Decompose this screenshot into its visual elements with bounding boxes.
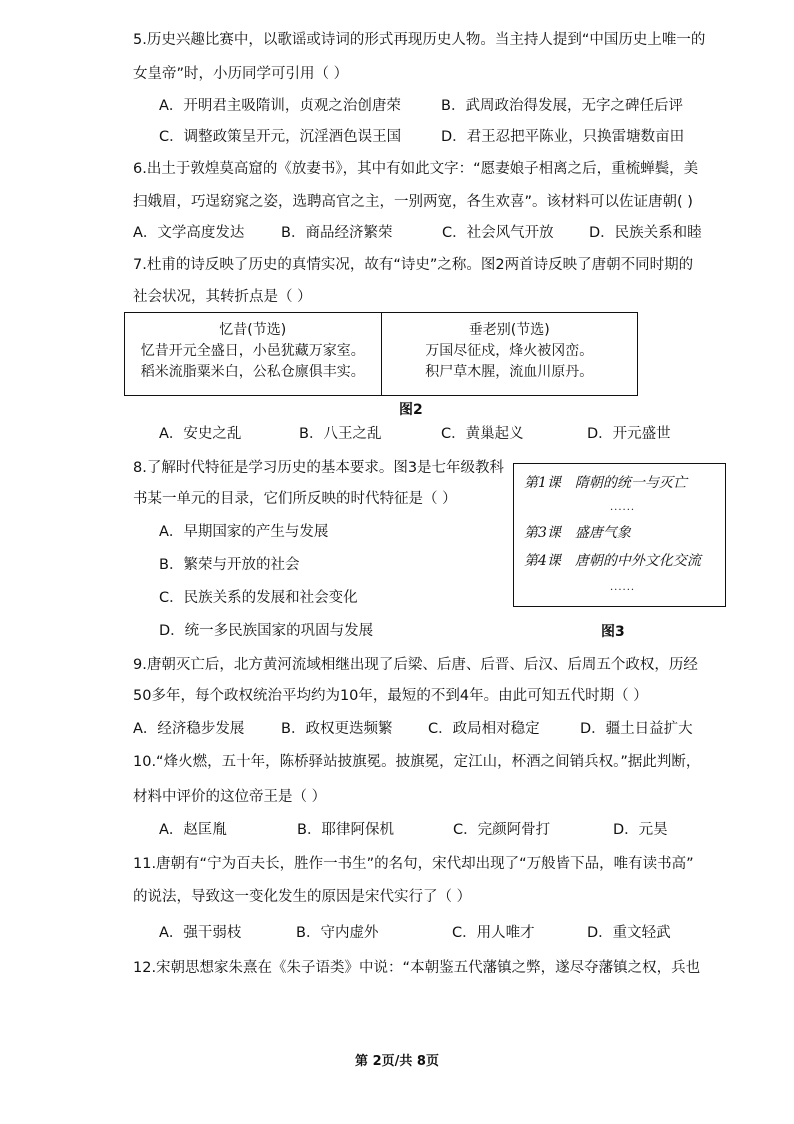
q6-option-d[interactable]: D．民族关系和睦 <box>589 225 702 241</box>
q10-stem-line2: 材料中评价的这位帝王是（ ） <box>133 789 327 805</box>
q10-option-b[interactable]: B．耶律阿保机 <box>297 822 394 838</box>
poem-left-title: 忆昔(节选) <box>219 322 287 338</box>
q5-stem-line2: 女皇帝”时，小历同学可引用（ ） <box>133 66 349 82</box>
q7-stem-line2: 社会状况，其转折点是（ ） <box>133 289 312 305</box>
q5-option-d[interactable]: D．君王忍把平陈业，只换雷塘数亩田 <box>441 129 685 145</box>
q7-option-a[interactable]: A．安史之乱 <box>159 426 242 442</box>
poem-right-line2: 积尸草木腥，流血川原丹。 <box>425 364 594 380</box>
textbook-toc-box <box>513 463 726 607</box>
q10-option-d[interactable]: D．元昊 <box>613 822 668 838</box>
q9-stem-line1: 9.唐朝灭亡后，北方黄河流域相继出现了后梁、后唐、后晋、后汉、后周五个政权，历经 <box>133 657 698 673</box>
q10-stem-line1: 10.“烽火燃，五十年，陈桥驿站披旗冕。披旗冕，定江山，杯酒之间销兵权。”据此判断， <box>133 754 701 770</box>
poem-right-title: 垂老别(节选) <box>468 322 550 338</box>
q6-stem-line1: 6.出土于敦煌莫高窟的《放妻书》，其中有如此文字：“愿妻娘子相离之后，重梳蝉鬓，美 <box>133 161 699 177</box>
q7-stem-line1: 7.杜甫的诗反映了历史的真情实况，故有“诗史”之称。图2两首诗反映了唐朝不同时期的 <box>133 257 694 273</box>
q7-option-c[interactable]: C．黄巢起义 <box>441 426 524 442</box>
q8-stem-line2: 书某一单元的目录，它们所反映的时代特征是（ ） <box>133 491 457 507</box>
poem-right-line1: 万国尽征戍，烽火被冈峦。 <box>425 343 594 359</box>
q7-option-b[interactable]: B．八王之乱 <box>299 426 382 442</box>
q5-option-b[interactable]: B．武周政治得发展，无字之碑任后评 <box>441 98 683 114</box>
toc-ellipsis-1: ...... <box>610 502 636 513</box>
poem-table <box>124 312 638 396</box>
toc-item-2: 第3课 盛唐气象 <box>524 525 631 541</box>
figure2-caption: 图2 <box>399 402 423 418</box>
q10-option-a[interactable]: A．赵匡胤 <box>159 822 227 838</box>
q7-option-d[interactable]: D．开元盛世 <box>587 426 671 442</box>
poem-left <box>125 313 381 395</box>
q9-option-b[interactable]: B．政权更迭频繁 <box>281 721 393 737</box>
q11-option-a[interactable]: A．强干弱枝 <box>159 925 242 941</box>
q11-option-c[interactable]: C．用人唯才 <box>452 925 535 941</box>
q9-stem-line2: 50多年，每个政权统治平均约为10年，最短的不到4年。由此可知五代时期（ ） <box>133 688 648 704</box>
poem-right <box>381 313 638 395</box>
q6-option-c[interactable]: C．社会风气开放 <box>442 225 554 241</box>
q8-option-d[interactable]: D．统一多民族国家的巩固与发展 <box>159 623 374 639</box>
q5-option-a[interactable]: A．开明君主吸隋训，贞观之治创唐荣 <box>159 98 401 114</box>
q8-option-a[interactable]: A．早期国家的产生与发展 <box>159 524 329 540</box>
q6-option-a[interactable]: A．文学高度发达 <box>133 225 245 241</box>
toc-ellipsis-2: ...... <box>610 582 636 593</box>
q6-option-b[interactable]: B．商品经济繁荣 <box>281 225 393 241</box>
q11-stem-line1: 11.唐朝有“宁为百夫长，胜作一书生”的名句，宋代却出现了“万般皆下品，唯有读书高” <box>133 856 694 872</box>
page-number: 第 2页/共 8页 <box>355 1054 439 1069</box>
figure3-caption: 图3 <box>601 624 625 640</box>
q9-option-a[interactable]: A．经济稳步发展 <box>133 721 245 737</box>
q8-option-c[interactable]: C．民族关系的发展和社会变化 <box>159 590 358 606</box>
q8-stem-line1: 8.了解时代特征是学习历史的基本要求。图3是七年级教科 <box>133 460 505 476</box>
q8-option-b[interactable]: B．繁荣与开放的社会 <box>159 557 300 573</box>
q6-stem-line2: 扫娥眉，巧逞窈窕之姿，选聘高官之主，一别两宽，各生欢喜”。该材料可以佐证唐朝( ) <box>133 194 693 210</box>
toc-item-1: 第1课 隋朝的统一与灭亡 <box>524 475 687 491</box>
q5-option-c[interactable]: C．调整政策呈开元，沉淫酒色误王国 <box>159 129 402 145</box>
toc-item-3: 第4课 唐朝的中外文化交流 <box>524 553 701 569</box>
q11-option-d[interactable]: D．重文轻武 <box>587 925 671 941</box>
q11-option-b[interactable]: B．守内虚外 <box>296 925 379 941</box>
q11-stem-line2: 的说法，导致这一变化发生的原因是宋代实行了（ ） <box>133 889 472 905</box>
q10-option-c[interactable]: C．完颜阿骨打 <box>453 822 551 838</box>
q12-stem-line1: 12.宋朝思想家朱熹在《朱子语类》中说：“本朝鉴五代藩镇之弊，遂尽夺藩镇之权，兵也 <box>133 960 701 976</box>
q9-option-c[interactable]: C．政局相对稳定 <box>428 721 540 737</box>
q9-option-d[interactable]: D．疆土日益扩大 <box>580 721 693 737</box>
q5-stem-line1: 5.历史兴趣比赛中，以歌谣或诗词的形式再现历史人物。当主持人提到“中国历史上唯一的 <box>133 32 706 48</box>
poem-left-line1: 忆昔开元全盛日，小邑犹藏万家室。 <box>140 343 365 359</box>
poem-left-line2: 稻米流脂粟米白，公私仓廪俱丰实。 <box>140 364 365 380</box>
